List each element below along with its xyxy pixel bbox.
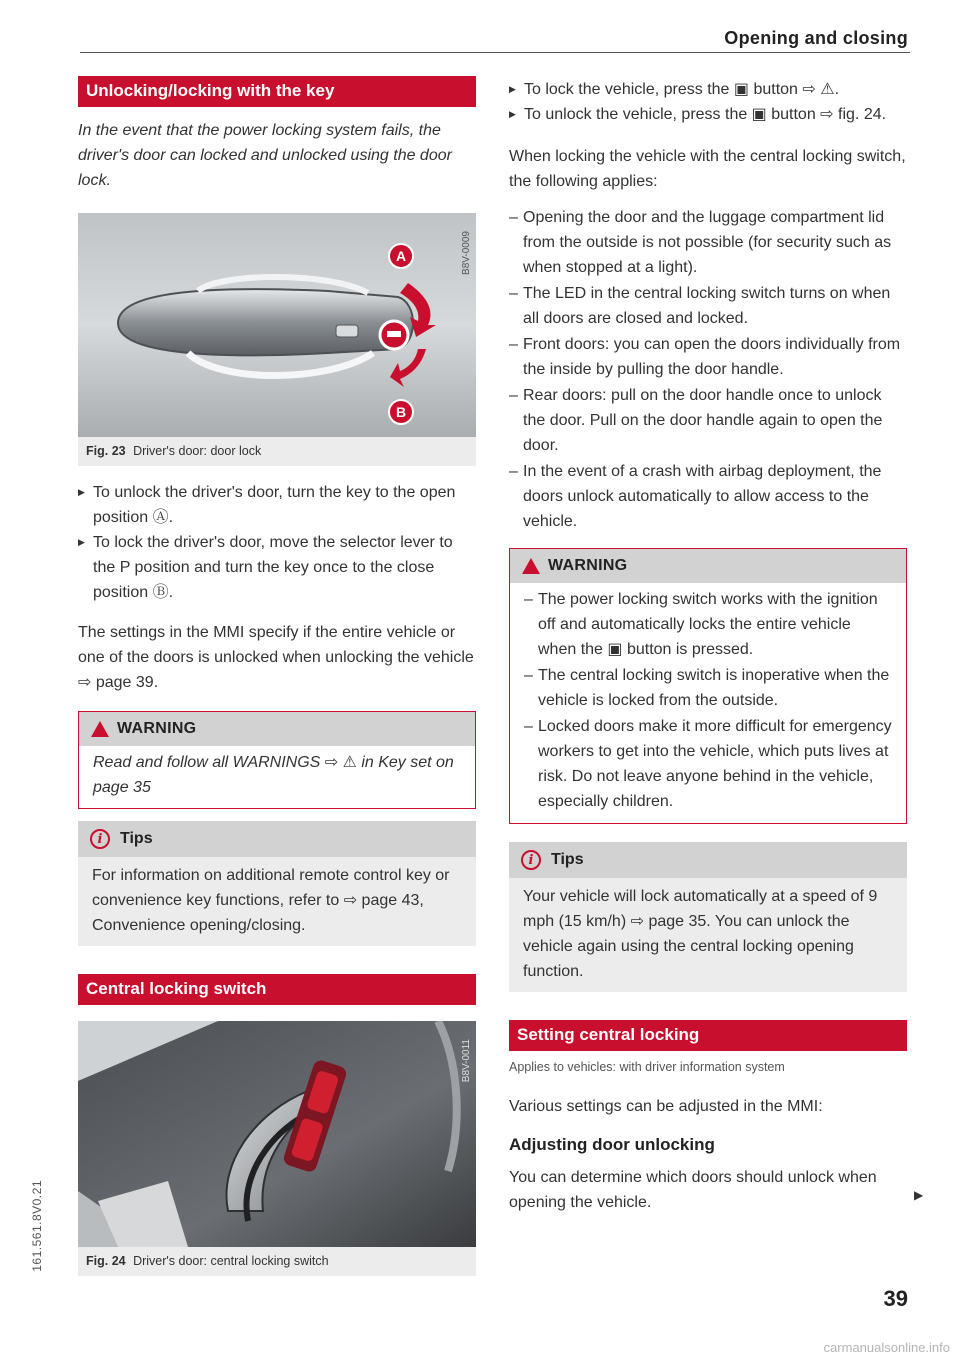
applies-to-note: Applies to vehicles: with driver information system	[509, 1060, 785, 1074]
central-switch-illustration	[78, 1021, 476, 1247]
tips-box	[509, 842, 907, 992]
tips-header	[78, 821, 476, 857]
page-header-title: Opening and closing	[724, 28, 908, 48]
list-item: – Locked doors make it more difficult for emergency workers to get into the vehicle, which puts lives at risk. Do not leave anyone behind in the vehicle, especially children.	[524, 714, 892, 814]
figure-code: B8V-0011	[461, 1039, 472, 1083]
position-b-marker: B	[388, 399, 414, 425]
figure-number: Fig. 23	[86, 444, 126, 458]
figure-23	[78, 213, 476, 466]
warning-body	[510, 583, 906, 823]
document-code: 161.561.8V0.21	[30, 1180, 44, 1272]
tips-title: Tips	[551, 851, 584, 868]
section-title-central-locking: Central locking switch	[78, 974, 476, 1005]
mmi-settings-paragraph: The settings in the MMI specify if the entire vehicle or one of the doors is unlocked when unlocking the vehicle ⇨ page 39.	[78, 624, 474, 691]
info-icon: i	[90, 829, 110, 849]
figure-caption-text: Driver's door: door lock	[133, 444, 262, 458]
list-item: ▶ To lock the vehicle, press the ▣ button ⇨ ⚠.	[509, 77, 907, 102]
left-column	[78, 76, 476, 1276]
figure-caption	[78, 1247, 476, 1276]
list-item: – The LED in the central locking switch turns on when all doors are closed and locked.	[509, 281, 907, 331]
central-switch-rules-list	[509, 205, 907, 534]
list-item: ▶ To unlock the driver's door, turn the key to the open position Ⓐ.	[78, 480, 476, 530]
list-item: – The central locking switch is inoperative when the vehicle is locked from the outside.	[524, 663, 892, 713]
section-title-setting-central-locking: Setting central locking	[509, 1020, 907, 1051]
warning-box	[78, 711, 476, 809]
tips-body	[78, 857, 476, 946]
switch-steps-list	[509, 77, 907, 127]
figure-number: Fig. 24	[86, 1254, 126, 1268]
warning-title: WARNING	[548, 557, 628, 574]
list-item: – Front doors: you can open the doors individually from the inside by pulling the door handle.	[509, 332, 907, 382]
warning-triangle-icon	[522, 558, 540, 574]
list-item: – The power locking switch works with the ignition off and automatically locks the entire vehicle when the ▣ button is pressed.	[524, 587, 892, 662]
position-a-marker: A	[388, 243, 414, 269]
list-item: – In the event of a crash with airbag deployment, the doors unlock automatically to allow access to the vehicle.	[509, 459, 907, 534]
header-rule	[80, 52, 910, 53]
warning-header	[79, 712, 475, 746]
list-item: – Opening the door and the luggage compartment lid from the outside is not possible (for security such as when stopped at a light).	[509, 205, 907, 280]
tips-header	[509, 842, 907, 878]
tips-body	[509, 878, 907, 992]
figure-caption-text: Driver's door: central locking switch	[133, 1254, 329, 1268]
tips-box	[78, 821, 476, 946]
door-panel-drawing	[78, 1021, 476, 1247]
tips-text: Your vehicle will lock automatically at a speed of 9 mph (15 km/h) ⇨ page 35. You can unlock the vehicle again using the central locking opening function.	[523, 888, 878, 980]
warning-title: WARNING	[117, 720, 197, 737]
warning-body	[79, 746, 475, 808]
watermark: carmanualsonline.info	[823, 1340, 950, 1355]
tips-text: For information on additional remote control key or convenience key functions, refer to ⇨ page 43, Convenience opening/closing.	[92, 867, 450, 934]
door-unlock-paragraph: You can determine which doors should unlock when opening the vehicle.	[509, 1169, 877, 1211]
figure-code: B8V-0009	[461, 231, 472, 275]
page-number: 39	[883, 1286, 908, 1311]
mmi-paragraph: Various settings can be adjusted in the MMI:	[509, 1098, 823, 1115]
central-switch-paragraph: When locking the vehicle with the central locking switch, the following applies:	[509, 148, 906, 190]
section-title-key-locking: Unlocking/locking with the key	[78, 76, 476, 107]
warning-box	[509, 548, 907, 824]
door-lock-illustration	[78, 213, 476, 437]
right-column	[509, 77, 907, 1215]
list-item: ▶ To unlock the vehicle, press the ▣ button ⇨ fig. 24.	[509, 102, 907, 127]
warning-triangle-icon	[91, 721, 109, 737]
tips-title: Tips	[120, 830, 153, 847]
subheading-door-unlocking: Adjusting door unlocking	[509, 1135, 715, 1154]
figure-caption	[78, 437, 476, 466]
info-icon: i	[521, 850, 541, 870]
door-handle-drawing	[78, 213, 476, 437]
section-intro: In the event that the power locking system fails, the driver's door can locked and unlocked using the door lock.	[78, 122, 452, 189]
list-item: – Rear doors: pull on the door handle once to unlock the door. Pull on the door handle again to open the door.	[509, 383, 907, 458]
figure-24	[78, 1021, 476, 1276]
warning-header	[510, 549, 906, 583]
warning-text: Read and follow all WARNINGS ⇨ ⚠ in Key set on page 35	[93, 754, 454, 796]
continue-arrow-icon: ▶	[914, 1188, 924, 1202]
list-item: ▶ To lock the driver's door, move the selector lever to the P position and turn the key once to the close position Ⓑ.	[78, 530, 476, 605]
warning-list	[524, 587, 892, 814]
key-steps-list	[78, 480, 476, 605]
